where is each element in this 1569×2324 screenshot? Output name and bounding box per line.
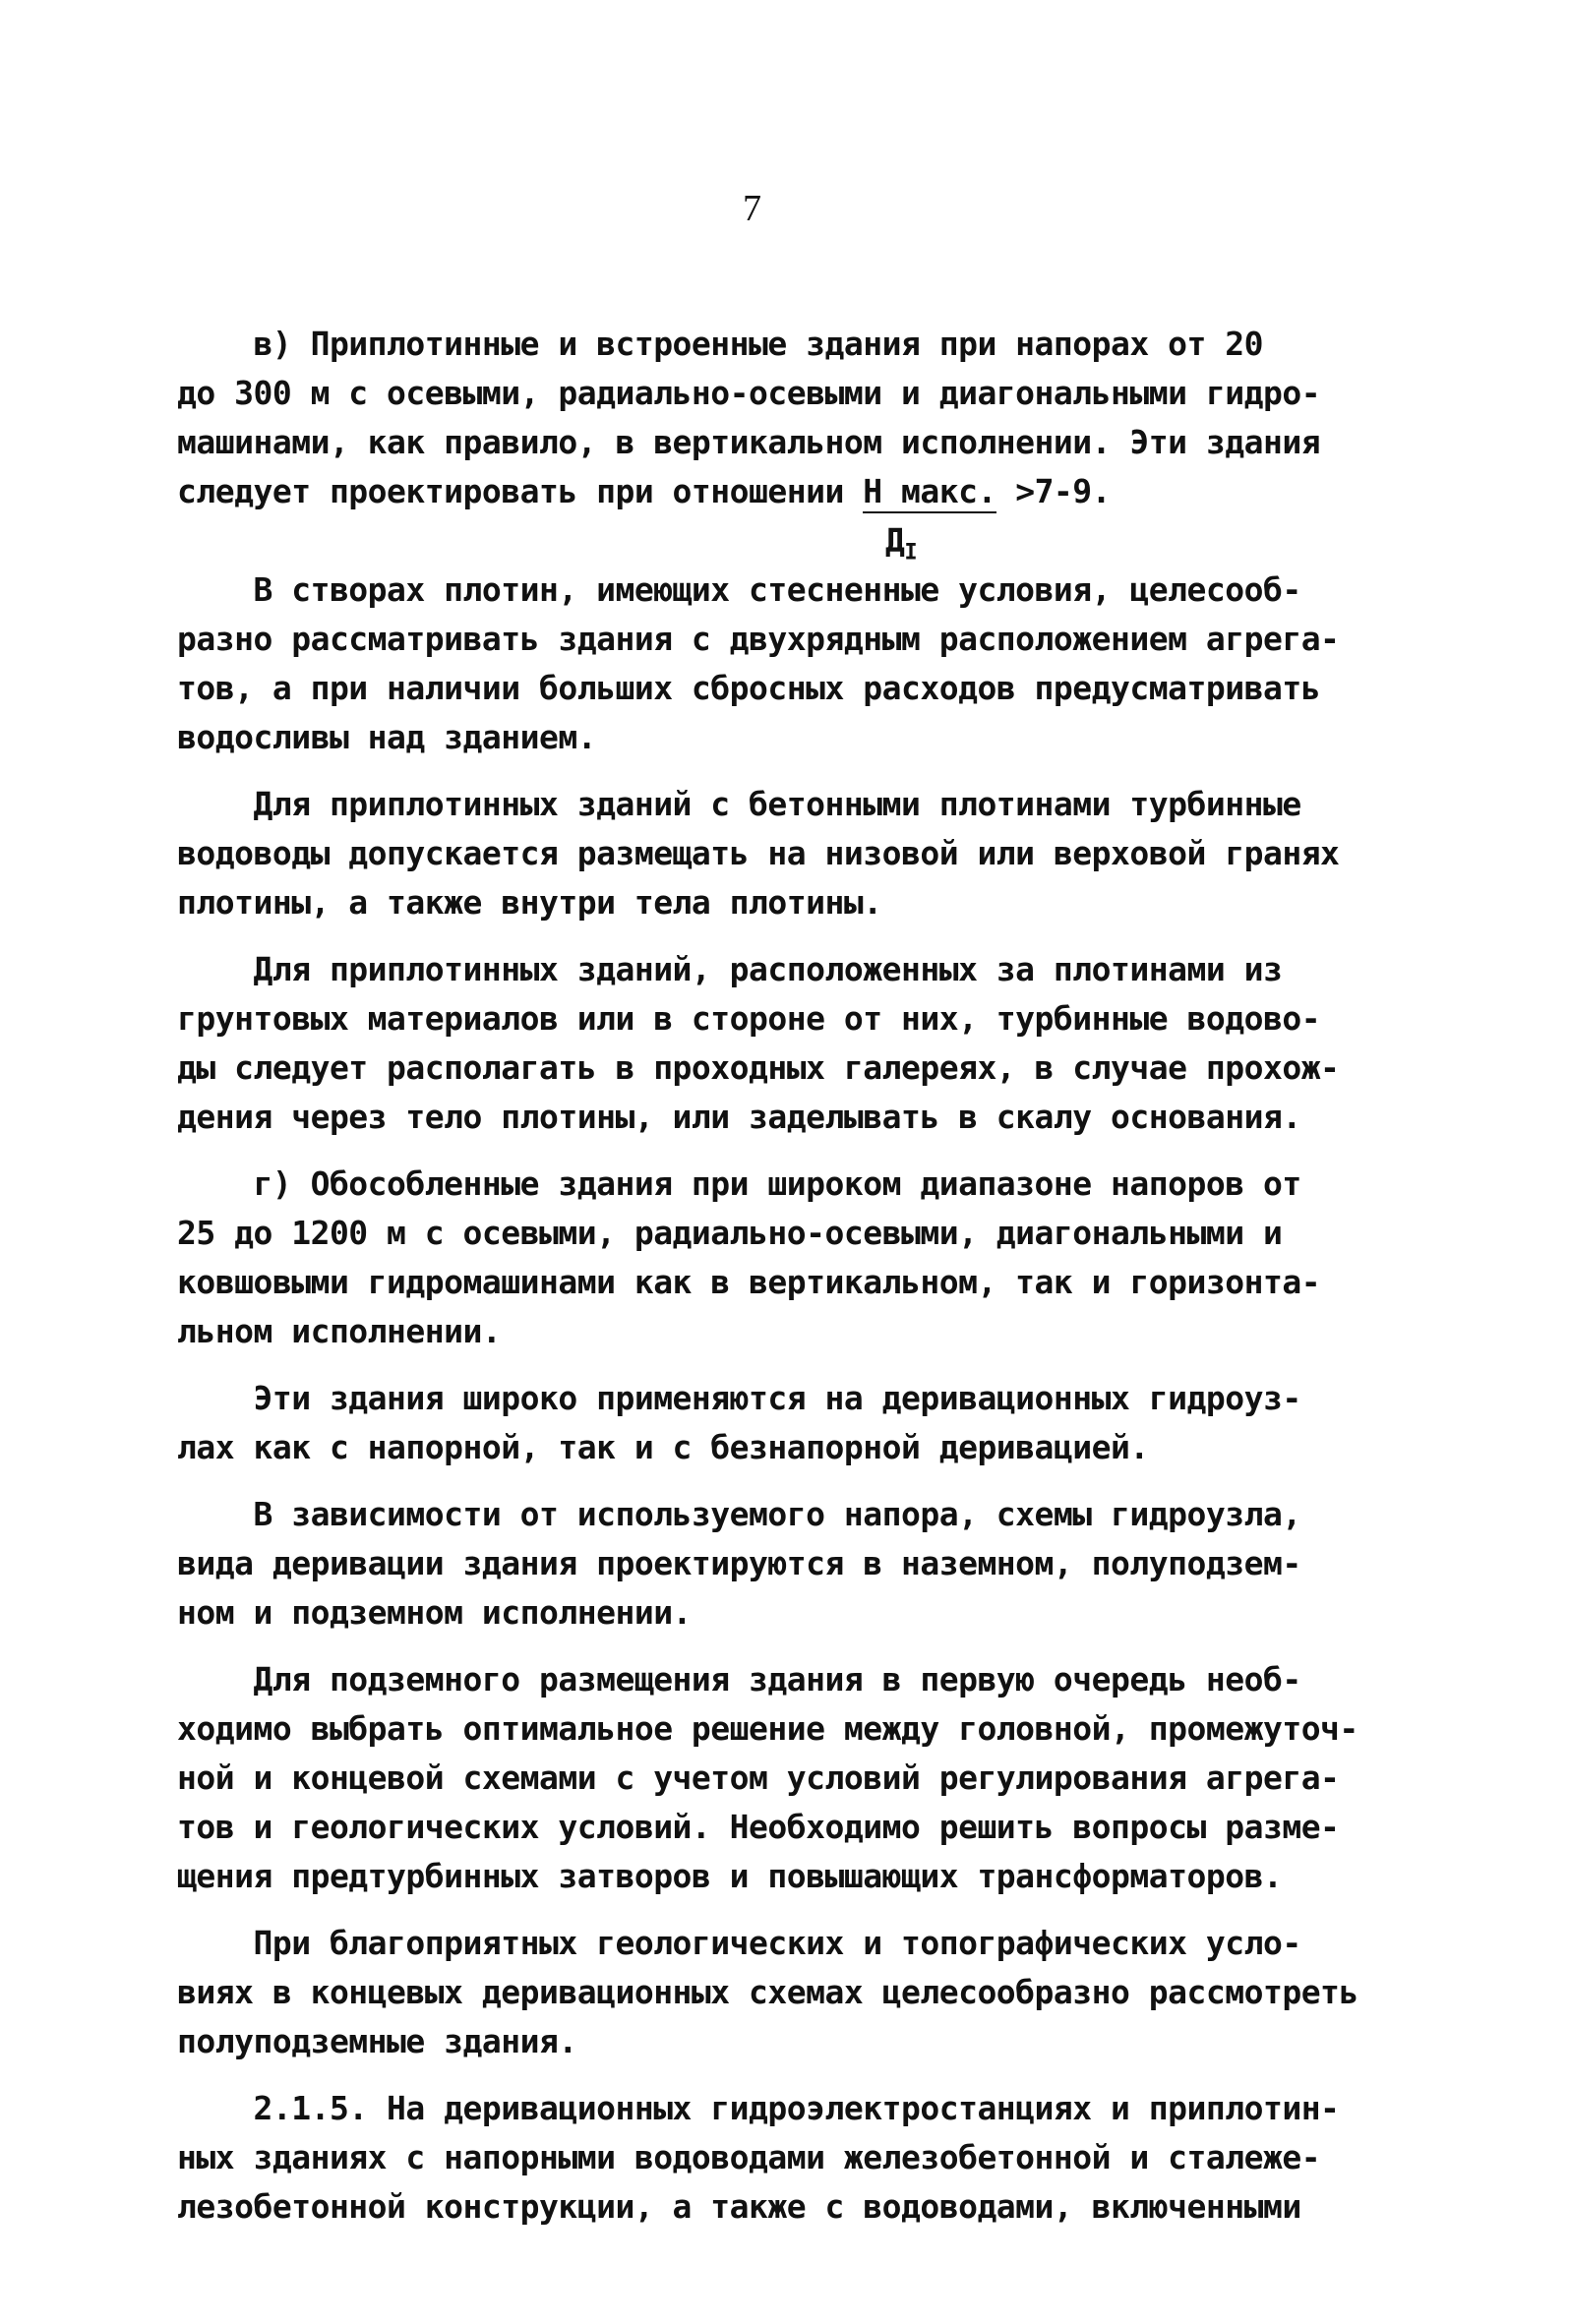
paragraph — [177, 566, 1426, 762]
text-line: ном и подземном исполнении. — [177, 1593, 692, 1632]
text-line: тов, а при наличии больших сбросных расходов предусматривать — [177, 669, 1321, 707]
text-line: лезобетонной конструкции, а также с водоводами, включенными — [177, 2187, 1301, 2226]
text-line: виях в концевых деривационных схемах целесообразно рассмотреть — [177, 1973, 1358, 2011]
text-line: Для приплотинных зданий, расположенных за плотинами из — [177, 950, 1283, 988]
text-line: ходимо выбрать оптимальное решение между головной, промежуточ- — [177, 1709, 1358, 1748]
formula-line — [177, 467, 1426, 516]
text-line: В створах плотин, имеющих стесненные условия, целесооб- — [177, 570, 1301, 609]
paragraph — [177, 1160, 1426, 1356]
text-line: льном исполнении. — [177, 1312, 502, 1350]
text-line: до 300 м с осевыми, радиально-осевыми и диагональными гидро- — [177, 374, 1321, 412]
paragraph — [177, 2084, 1426, 2232]
text-line: 2.1.5. На деривационных гидроэлектростанциях и приплотин- — [177, 2089, 1340, 2127]
text-line: водосливы над зданием. — [177, 718, 597, 756]
paragraph — [177, 780, 1426, 927]
paragraph-gap — [177, 762, 1426, 780]
text-line: грунтовых материалов или в стороне от них, турбинные водово- — [177, 999, 1321, 1038]
paragraph — [177, 945, 1426, 1142]
paragraph-gap — [177, 1901, 1426, 1919]
text-line: Для приплотинных зданий с бетонными плотинами турбинные — [177, 785, 1301, 823]
text-line: полуподземные здания. — [177, 2022, 577, 2060]
paragraph — [177, 1919, 1426, 2066]
text-line: разно рассматривать здания с двухрядным расположением агрега- — [177, 620, 1340, 658]
text-line: плотины, а также внутри тела плотины. — [177, 883, 882, 922]
paragraph — [177, 1655, 1426, 1901]
body-text — [177, 320, 1426, 2232]
text-line: При благоприятных геологических и топографических усло- — [177, 1924, 1301, 1962]
page-number: 7 — [743, 188, 761, 229]
paragraph — [177, 1374, 1426, 1472]
paragraph-gap — [177, 1356, 1426, 1374]
text-line: г) Обособленные здания при широком диапазоне напоров от — [177, 1164, 1301, 1203]
text-line: лах как с напорной, так и с безнапорной деривацией. — [177, 1428, 1149, 1466]
text-line: вида деривации здания проектируются в наземном, полуподзем- — [177, 1544, 1301, 1582]
text-line: ковшовыми гидромашинами как в вертикальном, так и горизонта- — [177, 1263, 1321, 1301]
text-line: машинами, как правило, в вертикальном исполнении. Эти здания — [177, 423, 1321, 461]
formula-denominator-symbol: Д — [885, 521, 905, 560]
text-line: тов и геологических условий. Необходимо решить вопросы разме- — [177, 1808, 1340, 1846]
text-line: 25 до 1200 м с осевыми, радиально-осевыми, диагональными и — [177, 1214, 1283, 1252]
text-line: дения через тело плотины, или заделывать в скалу основания. — [177, 1098, 1301, 1136]
formula-prefix: следует проектировать при отношении — [177, 472, 864, 510]
text-line: Эти здания широко применяются на деривационных гидроуз- — [177, 1379, 1301, 1417]
text-line: ных зданиях с напорными водоводами железобетонной и сталеже- — [177, 2138, 1321, 2176]
paragraph-gap — [177, 2066, 1426, 2084]
text-line: В зависимости от используемого напора, схемы гидроузла, — [177, 1495, 1301, 1533]
text-line: водоводы допускается размещать на низовой или верховой гранях — [177, 834, 1340, 872]
formula-denominator-subscript: I — [904, 540, 918, 566]
paragraph-gap — [177, 1638, 1426, 1655]
paragraph-gap — [177, 1142, 1426, 1160]
text-line: щения предтурбинных затворов и повышающих трансформаторов. — [177, 1857, 1283, 1895]
paragraph-gap — [177, 1472, 1426, 1490]
paragraph — [177, 1490, 1426, 1638]
text-line: ной и концевой схемами с учетом условий регулирования агрега- — [177, 1758, 1340, 1797]
formula-suffix: >7-9. — [996, 472, 1112, 510]
formula-numerator: H макс. — [863, 472, 996, 513]
paragraph-gap — [177, 927, 1426, 945]
formula-denominator-line — [177, 516, 1426, 566]
formula-denominator — [885, 516, 917, 578]
paragraph — [177, 320, 1426, 467]
text-line: в) Приплотинные и встроенные здания при напорах от 20 — [177, 325, 1263, 363]
text-line: ды следует располагать в проходных галереях, в случае прохож- — [177, 1048, 1340, 1087]
text-line: Для подземного размещения здания в первую очередь необ- — [177, 1660, 1301, 1698]
